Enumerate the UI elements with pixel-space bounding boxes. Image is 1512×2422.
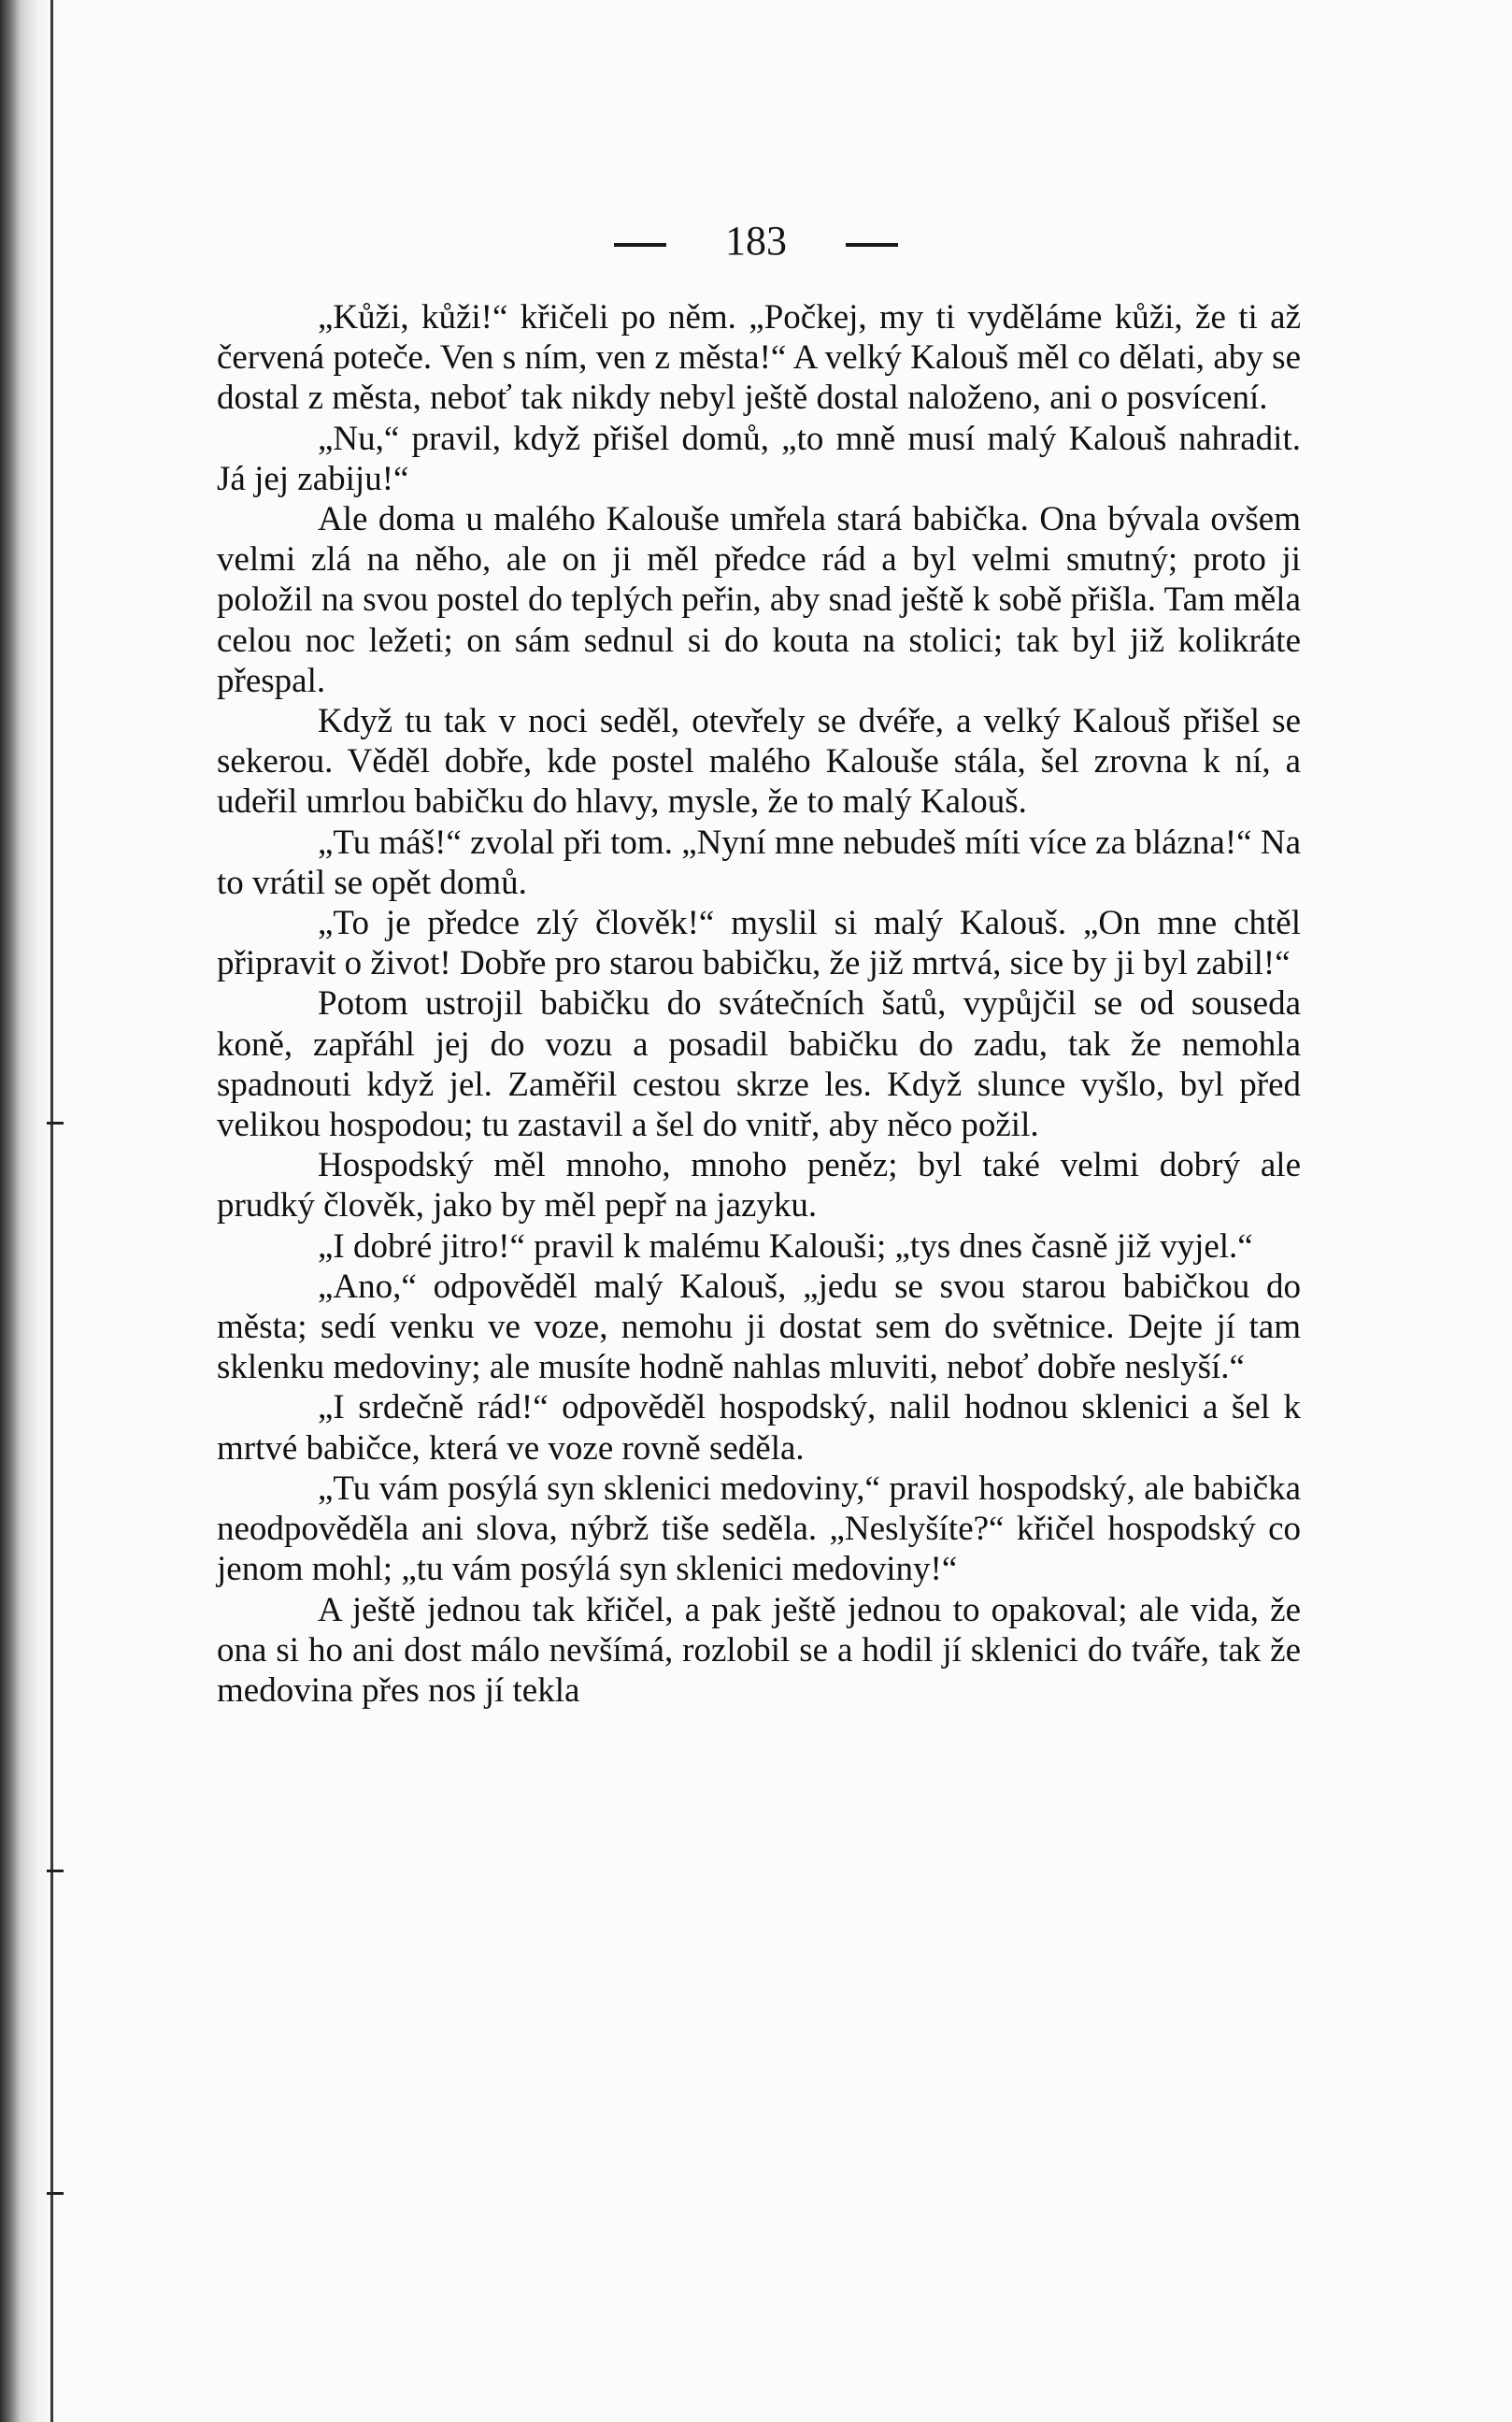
- paragraph: Ale doma u malého Kalouše umřela stará babička. Ona bývala ovšem velmi zlá na něho, ale on ji měl předce rád a byl velmi smutný; proto ji položil na svou postel do teplých peřin, aby snad ještě k sobě přišla. Tam měla celou noc ležeti; on sám sednul si do kouta na stolici; tak byl již kolikráte přespal.: [217, 500, 1301, 700]
- margin-mark: [47, 1122, 64, 1125]
- paragraph: A ještě jednou tak křičel, a pak ještě jednou to opakoval; ale vida, že ona si ho ani dost málo nevšímá, rozlobil se a hodil jí sklenici do tváře, tak že medovina přes nos jí tekla: [217, 1590, 1301, 1710]
- paragraph: Hospodský měl mnoho, mnoho peněz; byl také velmi dobrý ale prudký člověk, jako by měl pepř na jazyku.: [217, 1146, 1301, 1225]
- header-dash-left: [614, 243, 666, 247]
- margin-mark: [47, 1870, 64, 1872]
- paragraph: „I dobré jitro!“ pravil k malému Kaloušі; „tys dnes časně již vyjel.“: [318, 1226, 1253, 1266]
- page-edge-line: [50, 0, 53, 2422]
- paragraph: „Kůži, kůži!“ křičeli po něm. „Počkej, my ti vyděláme kůži, že ti až červená poteče. Ven s ním, ven z města!“ A velký Kalouš měl co dělati, aby se dostal z města, neboť tak nikdy nebyl ještě dostal naloženo, ani o posvícení.: [217, 298, 1301, 418]
- header-dash-right: [846, 243, 898, 247]
- page-number: 183: [725, 218, 787, 264]
- page-header: [0, 217, 1512, 265]
- paragraph: „Ano,“ odpověděl malý Kalouš, „jedu se svou starou babičkou do města; sedí venku ve voze, nemohu ji dostat sem do světnice. Dejte jí tam sklenku medoviny; ale musíte hodně nahlas mluviti, neboť dobře neslyší.“: [217, 1267, 1301, 1387]
- paragraph: „I srdečně rád!“ odpověděl hospodský, nalil hodnou sklenici a šel k mrtvé babičce, která ve voze rovně seděla.: [217, 1388, 1301, 1468]
- paragraph: „Tu vám posýlá syn sklenici medoviny,“ pravil hospodský, ale babička neodpověděla ani slova, nýbrž tiše seděla. „Neslyšíte?“ křičel hospodský co jenom mohl; „tu vám posýlá syn sklenici medoviny!“: [217, 1469, 1301, 1589]
- binding-shadow: [0, 0, 54, 2422]
- paragraph: Když tu tak v noci seděl, otevřely se dvéře, a velký Kalouš přišel se sekerou. Věděl dobře, kde postel malého Kalouše stála, šel zrovna k ní, a udeřil umrlou babičku do hlavy, mysle, že to malý Kalouš.: [217, 702, 1301, 822]
- paragraph: „Nu,“ pravil, když přišel domů, „to mně musí malý Kalouš nahradit. Já jej zabiju!“: [217, 419, 1301, 498]
- margin-mark: [47, 2192, 64, 2195]
- body-text: [217, 297, 1301, 1711]
- paragraph: „Tu máš!“ zvolal při tom. „Nyní mne nebudeš míti více za blázna!“ Na to vrátil se opět domů.: [217, 823, 1301, 902]
- paragraph: Potom ustrojil babičku do svátečních šatů, vypůjčil se od souseda koně, zapřáhl jej do vozu a posadil babičku do zadu, tak že nemohla spadnouti když jel. Zaměřil cestou skrze les. Když slunce vyšlo, byl před velikou hospodou; tu zastavil a šel do vnitř, aby něco požil.: [217, 984, 1301, 1145]
- paragraph: „To je předce zlý člověk!“ myslil si malý Kalouš. „On mne chtěl připravit o život! Dobře pro starou babičku, že již mrtvá, sice by ji byl zabil!“: [217, 904, 1301, 983]
